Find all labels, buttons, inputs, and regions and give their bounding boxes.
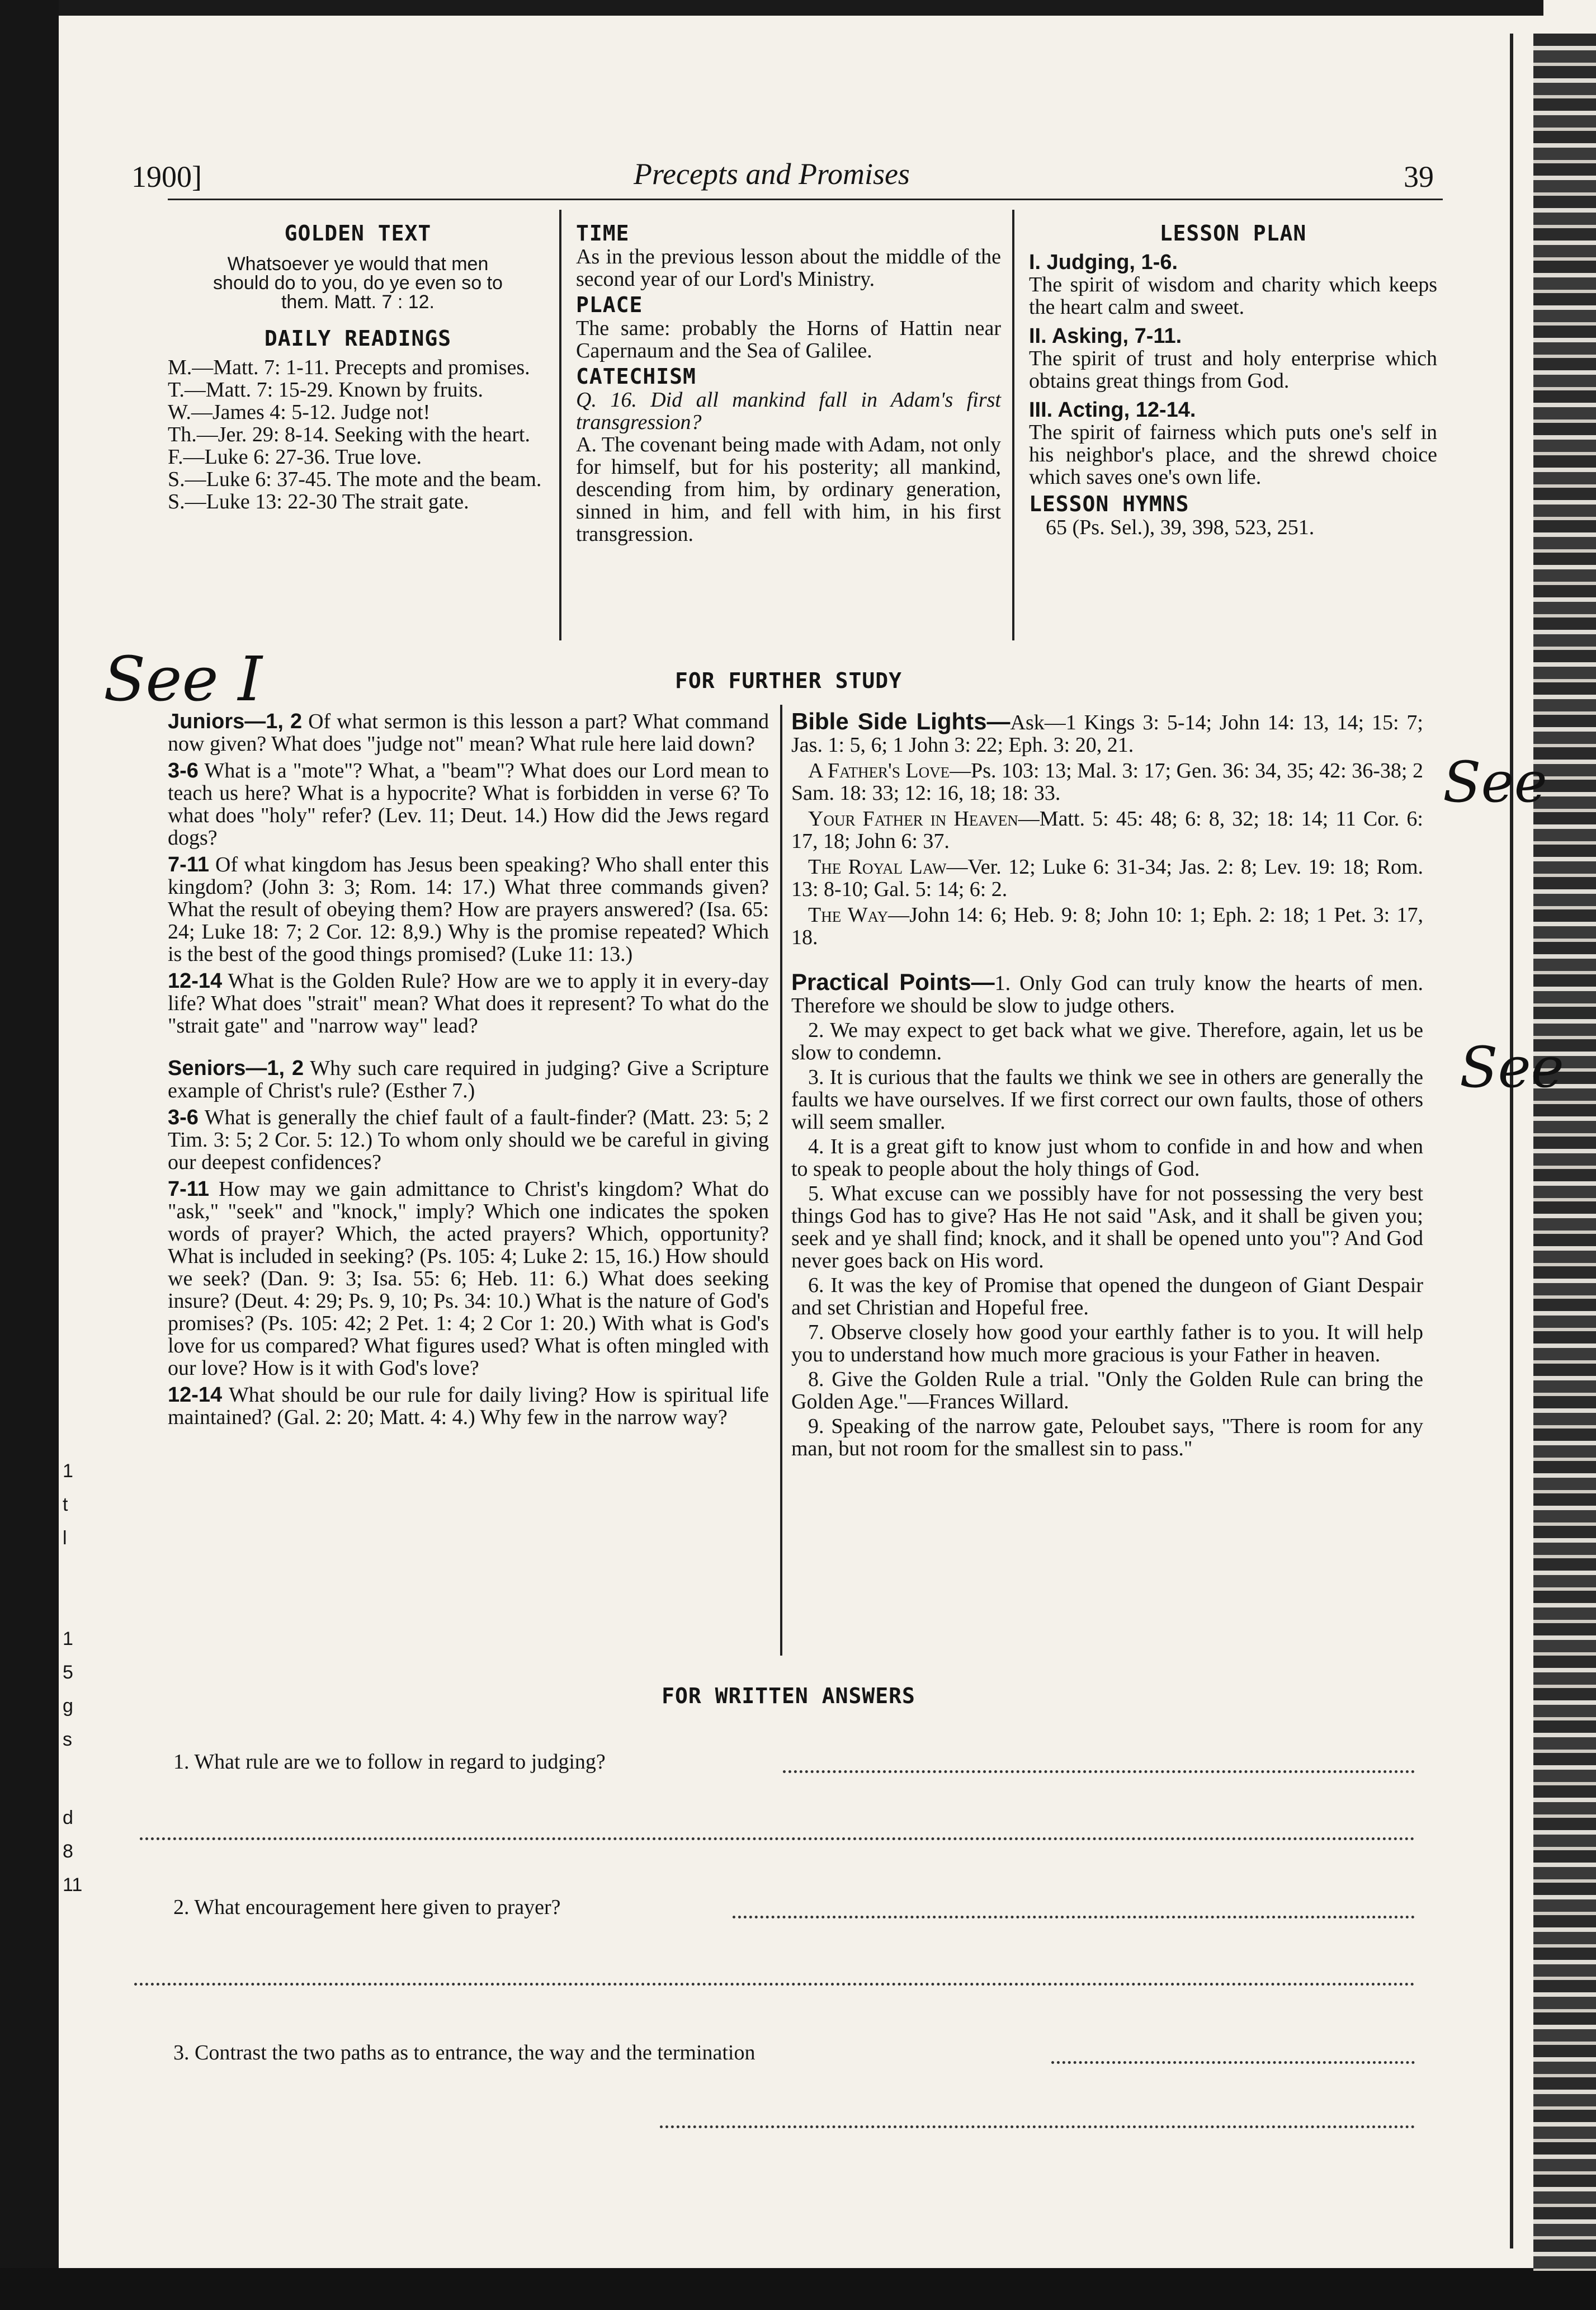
lesson-plan-item bbox=[1029, 251, 1437, 318]
daily-readings-heading: DAILY READINGS bbox=[264, 326, 452, 351]
catechism-answer: A. The covenant being made with Adam, not only for himself, but for his posterity; all mankind, descending from him, by ordinary generation, sinned in him, and fell with him, in his first transgression. bbox=[576, 433, 1001, 546]
margin-letter: t bbox=[63, 1494, 68, 1515]
lesson-plan-item-title: III. Acting, 12-14. bbox=[1029, 398, 1196, 422]
column-divider bbox=[559, 210, 561, 640]
juniors-questions: 7-11 Of what kingdom has Jesus been speaking? Who shall enter this kingdom? (John 3: 3; Rom. 14: 17.) What three commands given? What the result of obeying them? How are prayers answered? (Isa. 65: 24; Luke 18: 7; 2 Cor. 12: 8,9.) Why is the promise repeated? Which is the best of the good things promised? (Luke 11: 13.) bbox=[168, 853, 769, 966]
golden-text-line: them. Matt. 7 : 12. bbox=[281, 291, 435, 313]
golden-text-section bbox=[168, 221, 548, 513]
golden-text-body bbox=[168, 254, 548, 312]
handwritten-see-annotation: See bbox=[1460, 1035, 1564, 1100]
reading-item: S.—Luke 6: 37-45. The mote and the beam. bbox=[168, 468, 542, 491]
answer-line[interactable] bbox=[1051, 2061, 1415, 2064]
further-study-heading: FOR FURTHER STUDY bbox=[675, 668, 902, 693]
study-questions-column bbox=[168, 710, 769, 1429]
juniors-questions: 12-14 What is the Golden Rule? How are we to apply it in every-day life? What does "strait" mean? What does it represent? To what do the "strait gate" and "narrow way" lead? bbox=[168, 969, 769, 1038]
answer-line[interactable] bbox=[134, 1983, 1415, 1986]
page-number: 39 bbox=[1404, 160, 1434, 194]
seniors-questions: Seniors—1, 2 Why such care required in judging? Give a Scripture example of Christ's rule? (Esther 7.) bbox=[168, 1057, 769, 1102]
lesson-plan-heading: LESSON PLAN bbox=[1159, 221, 1307, 246]
lesson-plan-item-title: I. Judging, 1-6. bbox=[1029, 251, 1178, 274]
juniors-questions: 3-6 What is a "mote"? What, a "beam"? What does our Lord mean to teach us here? What is a hypocrite? What is forbidden in verse 6? To what does "holy" refer? (Lev. 11; Deut. 14.) How did the Jews regard dogs? bbox=[168, 759, 769, 850]
header-year: 1900] bbox=[131, 160, 202, 194]
reading-item: S.—Luke 13: 22-30 The strait gate. bbox=[168, 490, 469, 513]
answer-line[interactable] bbox=[660, 2125, 1415, 2128]
margin-letter: 1 bbox=[63, 1460, 73, 1482]
scan-edge-top bbox=[34, 0, 1543, 16]
side-light-item: Your Father in Heaven—Matt. 5: 45: 48; 6: 8, 32; 18: 14; 11 Cor. 6: 17, 18; John 6: 37. bbox=[791, 807, 1423, 853]
practical-point: 2. We may expect to get back what we give. Therefore, again, let us be slow to condemn. bbox=[791, 1019, 1423, 1064]
place-heading: PLACE bbox=[576, 293, 643, 317]
lesson-plan-item bbox=[1029, 325, 1437, 392]
written-question: 2. What encouragement here given to prayer? bbox=[173, 1896, 561, 1919]
reading-item: T.—Matt. 7: 15-29. Known by fruits. bbox=[168, 378, 483, 402]
golden-text-heading: GOLDEN TEXT bbox=[284, 221, 432, 246]
scan-edge-right bbox=[1533, 34, 1596, 2271]
margin-letter: 8 bbox=[63, 1841, 73, 1862]
scan-edge-left bbox=[0, 0, 59, 2310]
page-title: Precepts and Promises bbox=[634, 157, 910, 191]
margin-letter: s bbox=[63, 1729, 72, 1750]
lesson-plan-item-text: The spirit of trust and holy enterprise which obtains great things from God. bbox=[1029, 347, 1437, 393]
seniors-questions: 12-14 What should be our rule for daily living? How is spiritual life maintained? (Gal. 2: 20; Matt. 4: 4.) Why few in the narrow way? bbox=[168, 1383, 769, 1429]
practical-point: 5. What excuse can we possibly have for not possessing the very best things God has to give? Has He not said "Ask, and it shall be given you; seek and ye shall find; knock, and it shall be opened unto you"? And God never goes back on His word. bbox=[791, 1182, 1423, 1272]
practical-point: 9. Speaking of the narrow gate, Peloubet says, "There is room for any man, but not room for the smallest sin to pass." bbox=[791, 1415, 1423, 1460]
side-light-item: The Royal Law—Ver. 12; Luke 6: 31-34; Jas. 2: 8; Lev. 19: 18; Rom. 13: 8-10; Gal. 5: 14; 6: 2. bbox=[791, 855, 1423, 901]
side-lights-column bbox=[791, 710, 1423, 1460]
side-light-item: A Father's Love—Ps. 103: 13; Mal. 3: 17; Gen. 36: 34, 35; 42: 36-38; 2 Sam. 18: 33; 12: 16, 18; 18: 33. bbox=[791, 759, 1424, 805]
reading-item: M.—Matt. 7: 1-11. Precepts and promises. bbox=[168, 356, 530, 379]
handwritten-see-annotation: See I bbox=[103, 643, 262, 715]
catechism-heading: CATECHISM bbox=[576, 364, 696, 389]
practical-point: 3. It is curious that the faults we think we see in others are generally the faults we have ourselves. If we first correct our own faults, those of others will seem smaller. bbox=[791, 1066, 1423, 1134]
answer-line[interactable] bbox=[733, 1916, 1415, 1918]
lesson-plan-item-title: II. Asking, 7-11. bbox=[1029, 324, 1182, 348]
handwritten-see-annotation: See bbox=[1443, 749, 1547, 815]
golden-text-line: Whatsoever ye would that men bbox=[227, 253, 489, 275]
margin-letter: 1 bbox=[63, 1628, 73, 1649]
practical-point: 7. Observe closely how good your earthly father is to you. It will help you to understand how much more gracious is your Father in heaven. bbox=[791, 1321, 1423, 1366]
daily-readings-list bbox=[168, 356, 548, 513]
margin-letter: g bbox=[63, 1695, 73, 1717]
margin-letter: d bbox=[63, 1807, 73, 1828]
lesson-plan-section bbox=[1029, 221, 1437, 539]
answer-line[interactable] bbox=[140, 1837, 1415, 1840]
practical-point: 6. It was the key of Promise that opened the dungeon of Giant Despair and set Christian and Hopeful free. bbox=[791, 1274, 1423, 1319]
margin-letter: 11 bbox=[63, 1874, 83, 1896]
written-question: 1. What rule are we to follow in regard to judging? bbox=[173, 1750, 606, 1774]
practical-point: 4. It is a great gift to know just whom to confide in and how and when to speak to people about the holy things of God. bbox=[791, 1135, 1423, 1181]
time-text: As in the previous lesson about the middle of the second year of our Lord's Ministry. bbox=[576, 245, 1001, 291]
answer-line[interactable] bbox=[783, 1770, 1415, 1773]
reading-item: F.—Luke 6: 27-36. True love. bbox=[168, 445, 422, 469]
reading-item: Th.—Jer. 29: 8-14. Seeking with the heart. bbox=[168, 423, 530, 446]
header-rule bbox=[168, 199, 1443, 200]
practical-point: 8. Give the Golden Rule a trial. "Only the Golden Rule can bring the Golden Age."—Frances Willard. bbox=[791, 1368, 1423, 1413]
reading-item: W.—James 4: 5-12. Judge not! bbox=[168, 400, 431, 424]
place-text: The same: probably the Horns of Hattin near Capernaum and the Sea of Galilee. bbox=[576, 317, 1001, 362]
written-question: 3. Contrast the two paths as to entrance, the way and the termination bbox=[173, 2041, 755, 2064]
scan-edge-bottom bbox=[0, 2268, 1596, 2310]
time-heading: TIME bbox=[576, 221, 630, 246]
seniors-questions: 3-6 What is generally the chief fault of a fault-finder? (Matt. 23: 5; 2 Tim. 3: 5; 2 Cor. 5: 12.) To whom only should we be careful in giving our deepest confidences? bbox=[168, 1106, 769, 1174]
seniors-questions: 7-11 How may we gain admittance to Christ's kingdom? What do "ask," "seek" and "knock," imply? Which one indicates the spoken words of prayer? Which, the acted prayers? Which, opportunity? What is included in seeking? (Ps. 105: 4; Luke 2: 15, 16.) How should we seek? (Dan. 9: 3; Isa. 55: 6; Heb. 11: 6.) What does seeking insure? (Deut. 4: 29; Ps. 9, 10; Ps. 34: 10.) What is the nature of God's promises? (Ps. 105: 42; 2 Pet. 1: 4; 2 Cor 1: 20.) With what is God's love for us compared? What figures used? What is often mingled with our love? How is it with God's love? bbox=[168, 1177, 769, 1380]
margin-letters bbox=[63, 1454, 83, 1902]
written-answers-heading: FOR WRITTEN ANSWERS bbox=[662, 1684, 915, 1708]
time-place-catechism-section bbox=[576, 221, 1001, 545]
practical-point: Practical Points—1. Only God can truly know the hearts of men. Therefore we should be slow to judge others. bbox=[791, 969, 1424, 1017]
catechism-question: Q. 16. Did all mankind fall in Adam's first transgression? bbox=[576, 388, 1001, 434]
lesson-hymns: 65 (Ps. Sel.), 39, 398, 523, 251. bbox=[1046, 516, 1315, 539]
bible-side-lights: Bible Side Lights—Ask—1 Kings 3: 5-14; John 14: 13, 14; 15: 7; Jas. 1: 5, 6; 1 John 3: 22; Eph. 3: 20, 21. bbox=[791, 708, 1423, 757]
margin-letter: l bbox=[63, 1528, 67, 1549]
column-divider bbox=[780, 705, 782, 1656]
juniors-questions: Juniors—1, 2 Of what sermon is this lesson a part? What command now given? What does "judge not" mean? What rule here laid down? bbox=[168, 710, 769, 756]
lesson-hymns-heading: LESSON HYMNS bbox=[1029, 492, 1189, 516]
golden-text-line: should do to you, do ye even so to bbox=[213, 272, 503, 294]
column-divider bbox=[1012, 210, 1014, 640]
page-edge-right bbox=[1510, 34, 1513, 2248]
lesson-plan-item-text: The spirit of fairness which puts one's self in his neighbor's place, and the shrewd choice which saves one's own life. bbox=[1029, 421, 1437, 489]
lesson-plan-item bbox=[1029, 399, 1437, 488]
lesson-plan-item-text: The spirit of wisdom and charity which keeps the heart calm and sweet. bbox=[1029, 273, 1437, 319]
margin-letter: 5 bbox=[63, 1662, 73, 1683]
side-light-item: The Way—John 14: 6; Heb. 9: 8; John 10: 1; Eph. 2: 18; 1 Pet. 3: 17, 18. bbox=[791, 903, 1423, 949]
